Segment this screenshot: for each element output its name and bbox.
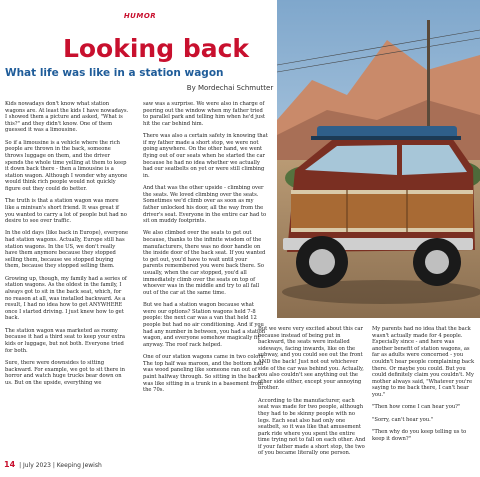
subheadline: What life was like in a station wagon: [5, 67, 224, 79]
byline: By Mordechai Schmutter: [186, 84, 274, 92]
issue-info: | July 2023 | Keeping Jewish: [19, 462, 102, 469]
paragraph: According to the manufacturer, each seat was made for two people, although they had to be skinny people with no legs. Each seat also had only one seatbelt, so it was like that amusement park ride where you spent the entire time trying not to fall on each other. And if your father made a short stop, the two of you became literally one person.: [258, 397, 366, 457]
paragraph: So if a limousine is a vehicle where the rich people are thrown in the back, someone throws luggage on them, and the driver spends the whole time yelling at them to keep it down back there - then a limousine is a station wagon. Although I wonder why anyone would think rich people would not quickly figure out they could do better.: [5, 139, 128, 192]
paragraph: "Then why do you keep telling us to keep it down?": [372, 429, 467, 442]
paragraph: But we had a station wagon because what were our options? Station wagons held 7-8 people: the next car was a van that held 12 people but had no air conditioning. And if you had any number in between, you had a station wagon, and everyone somehow magically fit anyway. The roof rack helped.: [143, 302, 266, 348]
article-column-2: [143, 101, 268, 400]
paragraph: Sure, there were downsides to sitting backward. For example, we got to sit there in horror and watch huge trucks bear down on us. But on the upside, everything we: [5, 359, 125, 386]
article-column-3: [258, 326, 366, 463]
article-column-1: [5, 101, 129, 392]
paragraph: saw was a surprise. We were also in charge of peering out the window when my father tried to parallel park and telling him when he'd just hit the car behind him.: [143, 101, 265, 127]
paragraph: And that was the other upside - climbing over the seats. We loved climbing over the seats. Sometimes we'd climb over as soon as my father unlocked his door, all the way from the driver's seat. Everyone in the entire car had to sit on muddy footprints.: [143, 185, 267, 225]
page-number: 14: [4, 460, 16, 469]
paragraph: There was also a certain safety in knowing that if my father made a short stop, we were not going anywhere. On the other hand, we went flying out of our seats when he started the car because he had no idea whether we actually had our seatbelts on yet or were still climbing in.: [143, 133, 268, 179]
headline: Looking back: [62, 34, 250, 63]
paragraph: The truth is that a station wagon was more like a minivan's short friend. It was great if you wanted to carry a lot of people but had no desire to see over traffic.: [5, 198, 127, 225]
station-wagon-photo: [277, 0, 480, 318]
paragraph: But we were very excited about this car because instead of being put in backward, the seats were installed sideways, facing inwards, like on the subway, and you could see out the front AND the back! Just not out whichever side of the car was behind you. Actually, you also couldn't see anything out the other side either, except your annoying brother.: [258, 326, 364, 392]
paragraph: "Then how come I can hear you?": [372, 404, 461, 411]
paragraph: In the old days (like back in Europe), everyone had station wagons. Actually, Europe still has station wagons. In the US, we don't really have them anymore because they stopped selling them, because we stopped buying them, because they stopped selling them.: [5, 230, 129, 270]
paragraph: One of our station wagons came in two colors. The top half was maroon, and the bottom half was wood paneling like someone ran out of paint halfway through. So sitting in the back was like sitting in a trunk in a basement from the 70s.: [143, 354, 266, 394]
section-tag: HUMOR: [123, 12, 157, 20]
paragraph: We also climbed over the seats to get out because, thanks to the infinite wisdom of the manufacturers, there was no door handle on the inside door of the back seat. If you wanted to get out, you'd have to wait until your parents remembered you were back there. So usually, when the car stopped, you'd all immediately climb over the seats on top of whoever was in the middle and try to all fall out of the car at the same time.: [143, 230, 266, 296]
paragraph: Kids nowadays don't know what station wagons are. At least the kids I have nowadays. I showed them a picture and asked, "What is this?" and they didn't know. One of them guessed it was a limousine.: [5, 101, 129, 134]
paragraph: My parents had no idea that the back wasn't actually made for 4 people. Especially since - and here was another benefit of station wagons, as far as adults were concerned - you couldn't hear people complaining back there. Or maybe you could. But you could definitely claim you couldn't. My mother always said, "Whatever you're saying to me back there, I can't hear you.": [372, 326, 475, 398]
paragraph: The station wagon was marketed as roomy because it had a third seat to keep your extra kids or luggage, but not both. Everyone tried for both.: [5, 327, 126, 354]
article-column-4: [372, 326, 476, 448]
paragraph: "Sorry, can't hear you.": [372, 416, 434, 423]
page-footer: [4, 460, 102, 469]
paragraph: Growing up, though, my family had a series of station wagons. As the oldest in the family, I always got to sit in the back seat, which, for no reason at all, was installed backward. As a result, I had no idea how to get ANYWHERE once I started driving. I just knew how to get back.: [5, 275, 127, 322]
